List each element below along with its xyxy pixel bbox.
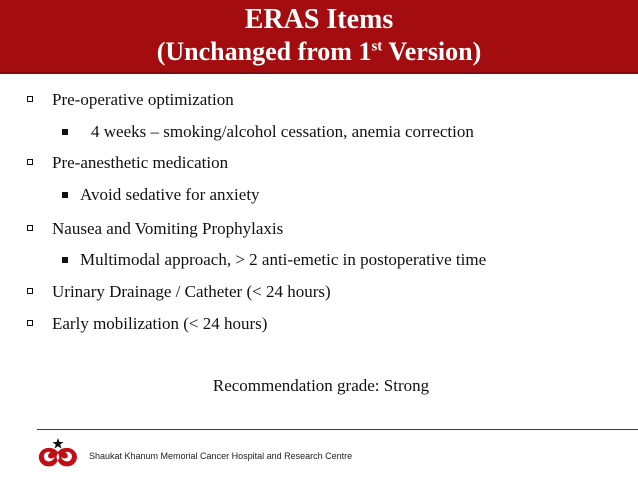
footer-organization-name: Shaukat Khanum Memorial Cancer Hospital and Research Centre xyxy=(89,451,353,461)
footer-divider xyxy=(37,429,638,430)
bullet-item-text: Nausea and Vomiting Prophylaxis xyxy=(52,219,284,238)
slide-title-line-2-start: (Unchanged from 1 xyxy=(156,37,372,66)
filled-square-bullet-icon xyxy=(62,192,68,198)
bullet-item-text: Pre-anesthetic medication xyxy=(52,153,229,172)
hollow-square-bullet-icon xyxy=(27,225,33,231)
hollow-square-bullet-icon xyxy=(27,96,33,102)
hollow-square-bullet-icon xyxy=(27,320,33,326)
slide-title-line-1: ERAS Items xyxy=(244,4,394,35)
slide-title-line-2-end: Version) xyxy=(382,37,482,66)
hollow-square-bullet-icon xyxy=(27,288,33,294)
hollow-square-bullet-icon xyxy=(27,159,33,165)
sub-bullet-item-text: Avoid sedative for anxiety xyxy=(80,185,260,204)
sub-bullet-item-multimodal-approach xyxy=(0,249,638,271)
bullet-item-text: Pre-operative optimization xyxy=(52,90,234,109)
bullet-item-early-mobilization xyxy=(0,313,638,335)
recommendation-grade: Recommendation grade: Strong xyxy=(212,376,430,395)
bullet-item-urinary-drainage-catheter xyxy=(0,281,638,303)
sub-bullet-item-text: 4 weeks – smoking/alcohol cessation, anemia correction xyxy=(91,122,474,141)
filled-square-bullet-icon xyxy=(62,257,68,263)
sub-bullet-item-avoid-sedative xyxy=(0,184,638,206)
bullet-item-nausea-vomiting-prophylaxis xyxy=(0,218,638,240)
bullet-item-text: Early mobilization (< 24 hours) xyxy=(52,314,268,333)
bullet-item-pre-operative-optimization xyxy=(0,89,638,111)
sub-bullet-item-text: Multimodal approach, > 2 anti-emetic in postoperative time xyxy=(80,250,487,269)
skmch-logo-icon xyxy=(35,435,81,471)
bullet-item-text: Urinary Drainage / Catheter (< 24 hours) xyxy=(52,282,331,301)
filled-square-bullet-icon xyxy=(62,129,68,135)
slide-title-superscript: st xyxy=(371,38,383,55)
bullet-item-pre-anesthetic-medication xyxy=(0,152,638,174)
sub-bullet-item-smoking-alcohol-cessation xyxy=(0,121,638,143)
